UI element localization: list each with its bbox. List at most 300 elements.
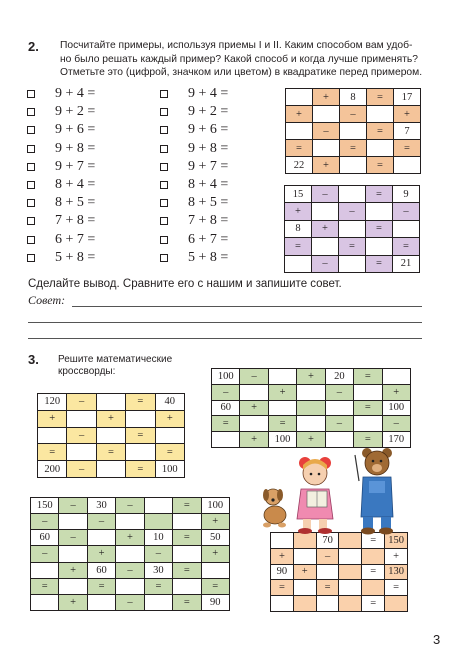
- crossword-cell: =: [366, 186, 393, 203]
- crossword-cell: =: [286, 140, 313, 157]
- crossword-row: [286, 89, 421, 106]
- crossword-cell: 7: [394, 123, 421, 140]
- example-row: [160, 103, 228, 121]
- crossword-cell: –: [316, 548, 339, 564]
- crossword-cell: –: [382, 416, 410, 432]
- crossword-orange: [285, 88, 421, 174]
- method-checkbox[interactable]: [27, 108, 35, 116]
- crossword-cell: =: [87, 578, 115, 594]
- crossword-cell: –: [312, 186, 339, 203]
- crossword-cell: 200: [38, 461, 67, 478]
- crossword-cell: 130: [385, 564, 408, 580]
- crossword-cell[interactable]: [96, 427, 125, 444]
- crossword-cell: –: [339, 203, 366, 220]
- examples-column-1: [27, 85, 95, 267]
- crossword-cell[interactable]: [87, 530, 115, 546]
- crossword-cell[interactable]: [366, 238, 393, 255]
- crossword-row: [285, 255, 420, 272]
- crossword-cell: 100: [201, 498, 229, 514]
- example-text: 9 + 7 =: [188, 158, 229, 174]
- crossword-cell: –: [87, 514, 115, 530]
- crossword-cell[interactable]: [354, 416, 382, 432]
- crossword-cell: =: [362, 533, 385, 549]
- method-checkbox[interactable]: [160, 90, 168, 98]
- crossword-row: [271, 564, 408, 580]
- crossword-cell: =: [393, 238, 420, 255]
- method-checkbox[interactable]: [27, 163, 35, 171]
- crossword-row: [31, 546, 230, 562]
- crossword-cell: 15: [285, 186, 312, 203]
- crossword-row: [212, 416, 411, 432]
- task-2-number: 2.: [28, 39, 39, 54]
- crossword-cell: 100: [268, 432, 296, 448]
- crossword-cell: =: [144, 578, 172, 594]
- crossword-row: [285, 203, 420, 220]
- crossword-cell[interactable]: [31, 594, 59, 610]
- crossword-cell: 100: [212, 369, 240, 385]
- crossword-cell[interactable]: [116, 546, 144, 562]
- method-checkbox[interactable]: [27, 181, 35, 189]
- crossword-row: [285, 238, 420, 255]
- crossword-cell: =: [362, 596, 385, 612]
- method-checkbox[interactable]: [27, 145, 35, 153]
- crossword-cell: =: [126, 394, 155, 411]
- example-text: 9 + 4 =: [188, 86, 229, 102]
- method-checkbox[interactable]: [27, 236, 35, 244]
- crossword-cell: =: [367, 157, 394, 174]
- crossword-cell: 9: [393, 186, 420, 203]
- example-text: 9 + 2 =: [188, 104, 229, 120]
- example-text: 8 + 4 =: [188, 177, 229, 193]
- crossword-cell: –: [116, 498, 144, 514]
- method-checkbox[interactable]: [27, 90, 35, 98]
- crossword-cell: =: [340, 140, 367, 157]
- crossword-row: [286, 140, 421, 157]
- crossword-cell[interactable]: [286, 123, 313, 140]
- crossword-cell[interactable]: [339, 186, 366, 203]
- conclusion-text: Сделайте вывод. Сравните его с нашим и запишите совет.: [28, 278, 342, 290]
- crossword-row: [38, 410, 185, 427]
- crossword-cell[interactable]: [313, 106, 340, 123]
- crossword-cell: [362, 580, 385, 596]
- crossword-row: [38, 444, 185, 461]
- instruction-line: Посчитайте примеры, используя приемы I и II. Каким способом вам удоб-: [60, 40, 413, 51]
- method-checkbox[interactable]: [160, 254, 168, 262]
- crossword-row: [212, 400, 411, 416]
- method-checkbox[interactable]: [160, 236, 168, 244]
- crossword-cell[interactable]: [67, 444, 96, 461]
- crossword-cell: =: [271, 580, 294, 596]
- crossword-cell: =: [354, 400, 382, 416]
- crossword-row: [286, 123, 421, 140]
- crossword-cell: =: [367, 89, 394, 106]
- example-text: 8 + 5 =: [55, 195, 96, 211]
- crossword-cell: –: [325, 384, 353, 400]
- crossword-cell[interactable]: [59, 578, 87, 594]
- crossword-cell: +: [297, 369, 325, 385]
- crossword-cell: +: [59, 594, 87, 610]
- crossword-cell: =: [155, 444, 184, 461]
- crossword-cell: –: [393, 203, 420, 220]
- teddy-bear-icon: [355, 448, 393, 535]
- instruction-line: кроссворды:: [58, 366, 116, 377]
- crossword-cell: +: [385, 548, 408, 564]
- crossword-cell: –: [312, 255, 339, 272]
- crossword-cell: +: [155, 410, 184, 427]
- example-text: 5 + 8 =: [188, 249, 229, 265]
- crossword-cell[interactable]: [96, 394, 125, 411]
- example-row: [27, 212, 95, 230]
- page-number: 3: [433, 632, 441, 647]
- example-text: 7 + 8 =: [188, 213, 229, 229]
- crossword-cell: –: [59, 498, 87, 514]
- crossword-cell: 22: [286, 157, 313, 174]
- task-2-instruction: [60, 39, 430, 80]
- crossword-row: [285, 186, 420, 203]
- crossword-yellow: [37, 393, 185, 478]
- crossword-cell: 17: [394, 89, 421, 106]
- task-3-number: 3.: [28, 352, 39, 367]
- crossword-cell: 120: [38, 394, 67, 411]
- crossword-cell: +: [59, 562, 87, 578]
- method-checkbox[interactable]: [160, 199, 168, 207]
- method-checkbox[interactable]: [160, 145, 168, 153]
- crossword-cell: 8: [340, 89, 367, 106]
- example-row: [27, 231, 95, 249]
- crossword-cell: 170: [382, 432, 410, 448]
- crossword-cell: –: [240, 369, 268, 385]
- crossword-cell: 20: [325, 369, 353, 385]
- example-row: [160, 85, 228, 103]
- crossword-cell[interactable]: [271, 596, 294, 612]
- crossword-row: [31, 578, 230, 594]
- crossword-cell: 60: [87, 562, 115, 578]
- crossword-purple: [284, 185, 420, 273]
- crossword-cell: =: [366, 255, 393, 272]
- crossword-cell[interactable]: [212, 432, 240, 448]
- crossword-cell: =: [354, 432, 382, 448]
- example-row: [160, 231, 228, 249]
- crossword-row: [38, 394, 185, 411]
- crossword-cell: +: [271, 548, 294, 564]
- dog-icon: [263, 489, 286, 528]
- crossword-cell: =: [362, 564, 385, 580]
- example-text: 9 + 4 =: [55, 86, 96, 102]
- crossword-cell[interactable]: [67, 410, 96, 427]
- example-text: 9 + 6 =: [55, 122, 96, 138]
- method-checkbox[interactable]: [27, 126, 35, 134]
- crossword-cell: =: [316, 580, 339, 596]
- example-text: 6 + 7 =: [55, 231, 96, 247]
- crossword-cell[interactable]: [293, 548, 316, 564]
- crossword-cell: +: [201, 546, 229, 562]
- crossword-cell: +: [312, 220, 339, 237]
- crossword-row: [271, 596, 408, 612]
- example-row: [27, 194, 95, 212]
- example-text: 9 + 6 =: [188, 122, 229, 138]
- example-text: 9 + 7 =: [55, 158, 96, 174]
- example-text: 6 + 7 =: [188, 231, 229, 247]
- example-row: [27, 140, 95, 158]
- crossword-cell[interactable]: [285, 255, 312, 272]
- crossword-cell: +: [313, 157, 340, 174]
- crossword-cell: =: [96, 444, 125, 461]
- example-text: 7 + 8 =: [55, 213, 96, 229]
- example-row: [27, 103, 95, 121]
- example-row: [160, 194, 228, 212]
- crossword-cell: +: [240, 400, 268, 416]
- method-checkbox[interactable]: [160, 181, 168, 189]
- crossword-green-bottom: [30, 497, 230, 611]
- crossword-cell[interactable]: [312, 203, 339, 220]
- crossword-cell: –: [67, 461, 96, 478]
- crossword-cell: [385, 596, 408, 612]
- crossword-cell[interactable]: [340, 123, 367, 140]
- crossword-cell: =: [366, 220, 393, 237]
- crossword-row: [38, 427, 185, 444]
- crossword-cell: 10: [144, 530, 172, 546]
- crossword-row: [31, 562, 230, 578]
- crossword-cell: =: [201, 578, 229, 594]
- crossword-cell: [297, 400, 325, 416]
- crossword-cell: 150: [31, 498, 59, 514]
- crossword-cell[interactable]: [297, 416, 325, 432]
- crossword-cell: 30: [87, 498, 115, 514]
- crossword-cell[interactable]: [316, 564, 339, 580]
- crossword-cell[interactable]: [354, 384, 382, 400]
- crossword-cell: [144, 514, 172, 530]
- example-row: [27, 249, 95, 267]
- crossword-cell: +: [268, 384, 296, 400]
- crossword-cell[interactable]: [126, 444, 155, 461]
- crossword-cell: =: [173, 594, 201, 610]
- crossword-row: [271, 548, 408, 564]
- crossword-cell: +: [297, 432, 325, 448]
- crossword-cell: +: [285, 203, 312, 220]
- crossword-cell[interactable]: [144, 498, 172, 514]
- crossword-cell[interactable]: [394, 157, 421, 174]
- example-row: [27, 158, 95, 176]
- crossword-row: [271, 580, 408, 596]
- crossword-cell[interactable]: [382, 369, 410, 385]
- examples-column-2: [160, 85, 228, 267]
- example-text: 8 + 4 =: [55, 177, 96, 193]
- example-text: 9 + 8 =: [55, 140, 96, 156]
- crossword-cell: =: [354, 369, 382, 385]
- crossword-cell: –: [313, 123, 340, 140]
- crossword-cell: +: [116, 530, 144, 546]
- crossword-row: [38, 461, 185, 478]
- crossword-cell: [339, 564, 362, 580]
- crossword-cell: –: [144, 546, 172, 562]
- crossword-cell: –: [325, 416, 353, 432]
- crossword-cell[interactable]: [240, 384, 268, 400]
- crossword-cell: +: [240, 432, 268, 448]
- crossword-cell: –: [67, 427, 96, 444]
- crossword-cell[interactable]: [240, 416, 268, 432]
- crossword-cell: –: [116, 594, 144, 610]
- crossword-cell: =: [212, 416, 240, 432]
- crossword-row: [31, 594, 230, 610]
- crossword-cell: =: [173, 530, 201, 546]
- crossword-cell[interactable]: [126, 410, 155, 427]
- crossword-cell: –: [116, 562, 144, 578]
- instruction-line: Отметьте это (цифрой, значком или цветом) в квадратике перед примером.: [60, 67, 423, 79]
- crossword-cell[interactable]: [316, 596, 339, 612]
- crossword-cell: +: [201, 514, 229, 530]
- crossword-cell: =: [173, 562, 201, 578]
- crossword-cell: +: [87, 546, 115, 562]
- method-checkbox[interactable]: [27, 254, 35, 262]
- children-illustration: [255, 445, 415, 540]
- instruction-line: но было решать каждый пример? Какой способ и когда лучше применять?: [60, 53, 419, 65]
- crossword-cell[interactable]: [293, 580, 316, 596]
- crossword-cell: +: [382, 384, 410, 400]
- crossword-cell: =: [394, 140, 421, 157]
- crossword-cell: =: [339, 238, 366, 255]
- crossword-cell: 90: [271, 564, 294, 580]
- crossword-cell[interactable]: [38, 427, 67, 444]
- crossword-cell: +: [286, 106, 313, 123]
- crossword-cell[interactable]: [325, 400, 353, 416]
- crossword-cell[interactable]: [59, 514, 87, 530]
- crossword-cell: 150: [385, 533, 408, 549]
- crossword-cell: [339, 596, 362, 612]
- crossword-cell[interactable]: [367, 106, 394, 123]
- crossword-peach: [270, 532, 408, 612]
- crossword-row: [212, 369, 411, 385]
- crossword-cell: +: [394, 106, 421, 123]
- crossword-cell: +: [96, 410, 125, 427]
- crossword-row: [286, 157, 421, 174]
- crossword-cell[interactable]: [339, 548, 362, 564]
- crossword-row: [31, 498, 230, 514]
- method-checkbox[interactable]: [160, 217, 168, 225]
- instruction-line: Решите математические: [58, 354, 173, 365]
- crossword-cell[interactable]: [297, 384, 325, 400]
- girl-icon: [297, 457, 333, 534]
- crossword-row: [212, 384, 411, 400]
- crossword-cell: 8: [285, 220, 312, 237]
- crossword-cell: =: [367, 123, 394, 140]
- crossword-cell[interactable]: [339, 580, 362, 596]
- crossword-cell: –: [67, 394, 96, 411]
- crossword-cell[interactable]: [312, 238, 339, 255]
- crossword-cell: 50: [201, 530, 229, 546]
- crossword-cell: 21: [393, 255, 420, 272]
- crossword-cell: =: [126, 461, 155, 478]
- example-row: [27, 85, 95, 103]
- crossword-cell: 70: [316, 533, 339, 549]
- method-checkbox[interactable]: [27, 217, 35, 225]
- crossword-cell[interactable]: [116, 514, 144, 530]
- crossword-cell[interactable]: [340, 157, 367, 174]
- crossword-cell[interactable]: [31, 562, 59, 578]
- example-row: [160, 176, 228, 194]
- crossword-cell[interactable]: [268, 400, 296, 416]
- crossword-cell: 100: [382, 400, 410, 416]
- crossword-cell[interactable]: [87, 594, 115, 610]
- crossword-cell: =: [38, 444, 67, 461]
- crossword-cell: [293, 596, 316, 612]
- crossword-cell: –: [31, 514, 59, 530]
- crossword-cell[interactable]: [173, 514, 201, 530]
- answer-line: [28, 322, 422, 323]
- crossword-row: [31, 514, 230, 530]
- crossword-cell: =: [285, 238, 312, 255]
- example-row: [160, 140, 228, 158]
- crossword-cell: 30: [144, 562, 172, 578]
- crossword-cell: –: [31, 546, 59, 562]
- crossword-cell[interactable]: [339, 220, 366, 237]
- crossword-cell[interactable]: [96, 461, 125, 478]
- answer-line: [72, 306, 422, 307]
- crossword-cell: –: [59, 530, 87, 546]
- crossword-row: [286, 106, 421, 123]
- example-text: 9 + 8 =: [188, 140, 229, 156]
- crossword-cell[interactable]: [59, 546, 87, 562]
- crossword-cell[interactable]: [173, 546, 201, 562]
- advice-label: Совет:: [28, 293, 66, 307]
- example-text: 8 + 5 =: [188, 195, 229, 211]
- crossword-cell: =: [31, 578, 59, 594]
- crossword-cell: +: [38, 410, 67, 427]
- crossword-cell[interactable]: [173, 578, 201, 594]
- crossword-cell[interactable]: [116, 578, 144, 594]
- crossword-cell: =: [126, 427, 155, 444]
- crossword-cell[interactable]: [268, 369, 296, 385]
- crossword-cell: 90: [201, 594, 229, 610]
- method-checkbox[interactable]: [160, 126, 168, 134]
- example-row: [160, 249, 228, 267]
- crossword-cell[interactable]: [201, 562, 229, 578]
- example-row: [160, 121, 228, 139]
- example-row: [160, 158, 228, 176]
- example-row: [160, 212, 228, 230]
- crossword-cell[interactable]: [339, 255, 366, 272]
- crossword-cell[interactable]: [367, 140, 394, 157]
- crossword-cell: =: [173, 498, 201, 514]
- example-text: 5 + 8 =: [55, 249, 96, 265]
- example-row: [27, 176, 95, 194]
- crossword-cell: [362, 548, 385, 564]
- crossword-cell[interactable]: [144, 594, 172, 610]
- crossword-cell: 60: [212, 400, 240, 416]
- answer-line: [28, 338, 422, 339]
- crossword-cell[interactable]: [313, 140, 340, 157]
- crossword-cell[interactable]: [155, 427, 184, 444]
- example-row: [27, 121, 95, 139]
- method-checkbox[interactable]: [27, 199, 35, 207]
- crossword-cell: =: [385, 580, 408, 596]
- crossword-cell[interactable]: [286, 89, 313, 106]
- crossword-cell: +: [313, 89, 340, 106]
- example-text: 9 + 2 =: [55, 104, 96, 120]
- crossword-cell: –: [340, 106, 367, 123]
- crossword-cell: +: [293, 564, 316, 580]
- crossword-row: [285, 220, 420, 237]
- crossword-cell[interactable]: [393, 220, 420, 237]
- crossword-cell: =: [268, 416, 296, 432]
- crossword-cell: 40: [155, 394, 184, 411]
- method-checkbox[interactable]: [160, 163, 168, 171]
- method-checkbox[interactable]: [160, 108, 168, 116]
- crossword-green-top: [211, 368, 411, 448]
- crossword-cell: 100: [155, 461, 184, 478]
- crossword-cell[interactable]: [366, 203, 393, 220]
- task-3-instruction: [58, 354, 172, 378]
- crossword-cell: –: [212, 384, 240, 400]
